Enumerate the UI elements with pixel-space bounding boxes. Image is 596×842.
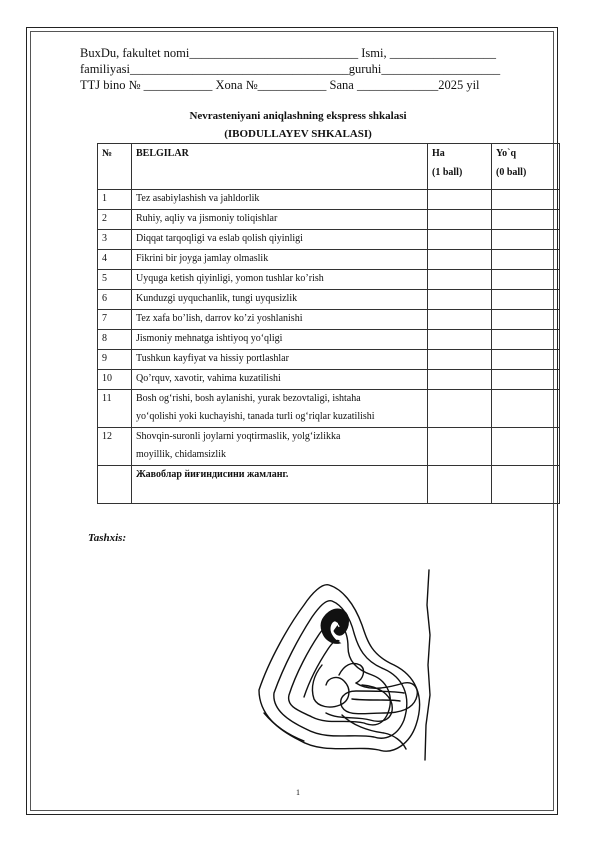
yes-answer-cell[interactable]	[428, 230, 492, 250]
yes-answer-cell[interactable]	[428, 370, 492, 390]
row-sign-line1: Bosh og‘rishi, bosh aylanishi, yurak bezovtaligi, ishtaha	[136, 393, 361, 404]
no-answer-cell[interactable]	[492, 370, 560, 390]
row-number: 3	[98, 230, 132, 250]
header-line-surname: familiyasi___________________________________guruhi___________________	[80, 62, 501, 76]
no-answer-cell[interactable]	[492, 350, 560, 370]
no-total-cell[interactable]	[492, 466, 560, 504]
no-answer-cell[interactable]	[492, 230, 560, 250]
row-number: 6	[98, 290, 132, 310]
row-sign: Diqqat tarqoqligi va eslab qolish qiyinligi	[132, 230, 428, 250]
scale-table	[97, 143, 560, 504]
col-header-no-score: (0 ball)	[496, 167, 527, 178]
total-label: Жавоблар йиғиндисини жамланг.	[132, 466, 428, 504]
row-sign	[132, 390, 428, 428]
table-row	[98, 250, 560, 270]
row-number: 1	[98, 190, 132, 210]
row-sign: Kunduzgi uyquchanlik, tungi uyqusizlik	[132, 290, 428, 310]
yes-answer-cell[interactable]	[428, 350, 492, 370]
col-header-signs: BELGILAR	[132, 144, 428, 190]
spiral-drawing-illustration	[244, 565, 434, 765]
row-number: 8	[98, 330, 132, 350]
header-line-faculty: BuxDu, fakultet nomi___________________________ Ismi, _________________	[80, 46, 496, 60]
table-row	[98, 210, 560, 230]
no-answer-cell[interactable]	[492, 190, 560, 210]
no-answer-cell[interactable]	[492, 210, 560, 230]
row-sign: Jismoniy mehnatga ishtiyoq yo‘qligi	[132, 330, 428, 350]
table-row	[98, 330, 560, 350]
col-header-yes-score: (1 ball)	[432, 167, 463, 178]
table-row	[98, 350, 560, 370]
total-number-cell	[98, 466, 132, 504]
row-sign: Tez xafa bo’lish, darrov ko’zi yoshlanishi	[132, 310, 428, 330]
row-sign-line2: yo‘qolishi yoki kuchayishi, tanada turli og‘riqlar kuzatilishi	[136, 411, 375, 422]
col-header-no-label: Yo`q	[496, 148, 517, 159]
no-answer-cell[interactable]	[492, 390, 560, 428]
col-header-number: №	[98, 144, 132, 190]
row-number: 7	[98, 310, 132, 330]
table-row	[98, 230, 560, 250]
yes-total-cell[interactable]	[428, 466, 492, 504]
no-answer-cell[interactable]	[492, 428, 560, 466]
yes-answer-cell[interactable]	[428, 250, 492, 270]
yes-answer-cell[interactable]	[428, 330, 492, 350]
row-sign: Qo’rquv, xavotir, vahima kuzatilishi	[132, 370, 428, 390]
row-sign-line2: moyillik, chidamsizlik	[136, 449, 226, 460]
table-total-row	[98, 466, 560, 504]
table-row	[98, 190, 560, 210]
no-answer-cell[interactable]	[492, 270, 560, 290]
table-row	[98, 270, 560, 290]
row-sign: Tushkun kayfiyat va hissiy portlashlar	[132, 350, 428, 370]
row-sign: Tez asabiylashish va jahldorlik	[132, 190, 428, 210]
row-number: 5	[98, 270, 132, 290]
row-number: 10	[98, 370, 132, 390]
yes-answer-cell[interactable]	[428, 428, 492, 466]
row-sign	[132, 428, 428, 466]
row-sign: Ruhiy, aqliy va jismoniy toliqishlar	[132, 210, 428, 230]
table-row	[98, 428, 560, 466]
yes-answer-cell[interactable]	[428, 390, 492, 428]
row-sign: Uyquga ketish qiyinligi, yomon tushlar ko’rish	[132, 270, 428, 290]
row-number: 11	[98, 390, 132, 428]
table-row	[98, 390, 560, 428]
no-answer-cell[interactable]	[492, 290, 560, 310]
no-answer-cell[interactable]	[492, 250, 560, 270]
document-title: Nevrasteniyani aniqlashning ekspress shkalasi	[189, 110, 407, 122]
no-answer-cell[interactable]	[492, 310, 560, 330]
row-number: 9	[98, 350, 132, 370]
row-sign-line1: Shovqin-suronli joylarni yoqtirmaslik, yolg‘izlikka	[136, 431, 341, 442]
row-number: 2	[98, 210, 132, 230]
col-header-yes	[428, 144, 492, 190]
col-header-yes-label: Ha	[432, 148, 445, 159]
yes-answer-cell[interactable]	[428, 310, 492, 330]
page-number: 1	[296, 788, 300, 797]
row-sign: Fikrini bir joyga jamlay olmaslik	[132, 250, 428, 270]
header-line-dormitory: TTJ bino № ___________ Xona №___________ Sana _____________2025 yil	[80, 78, 480, 92]
diagnosis-label: Tashxis:	[88, 532, 127, 544]
row-number: 4	[98, 250, 132, 270]
document-subtitle: (IBODULLAYEV SHKALASI)	[224, 128, 372, 140]
row-number: 12	[98, 428, 132, 466]
yes-answer-cell[interactable]	[428, 290, 492, 310]
yes-answer-cell[interactable]	[428, 190, 492, 210]
table-header-row	[98, 144, 560, 190]
col-header-no	[492, 144, 560, 190]
table-row	[98, 290, 560, 310]
yes-answer-cell[interactable]	[428, 270, 492, 290]
no-answer-cell[interactable]	[492, 330, 560, 350]
yes-answer-cell[interactable]	[428, 210, 492, 230]
table-row	[98, 370, 560, 390]
table-row	[98, 310, 560, 330]
